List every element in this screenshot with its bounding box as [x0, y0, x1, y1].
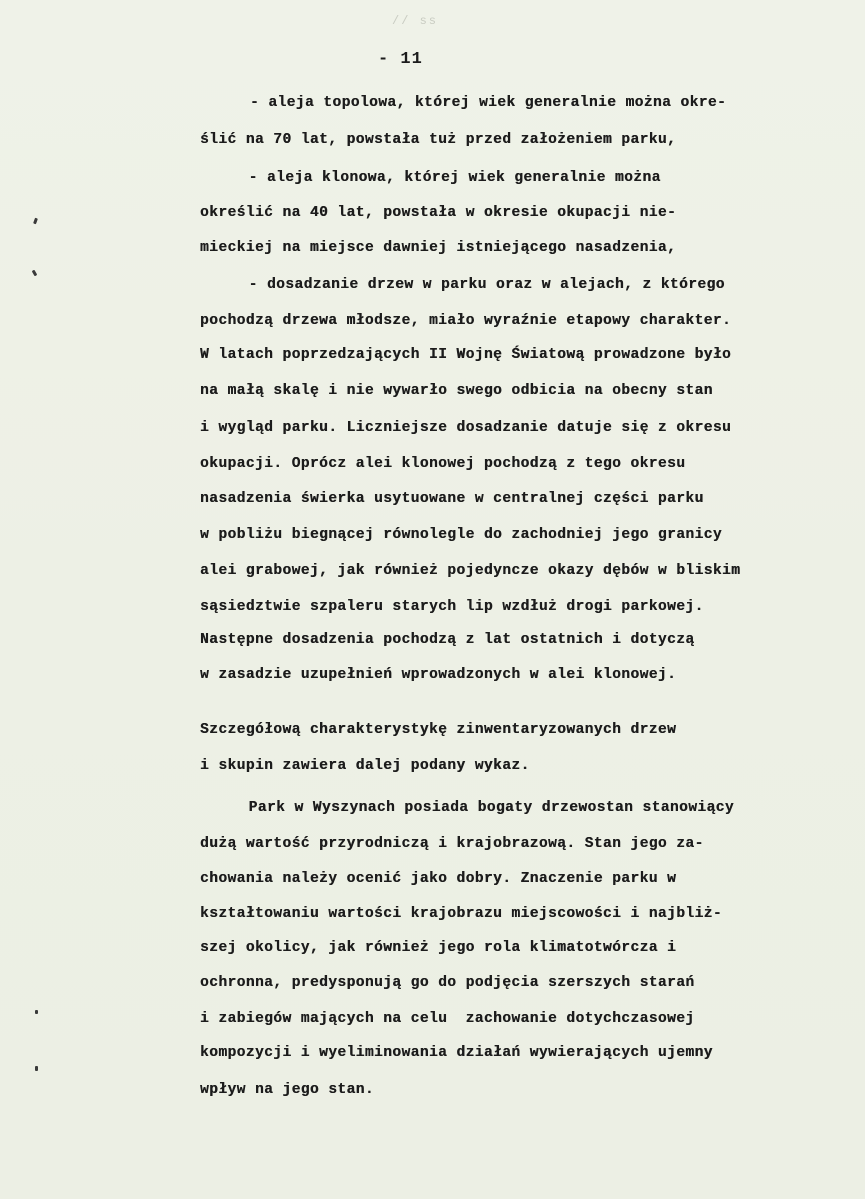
text-line: wpływ na jego stan.: [200, 1082, 374, 1098]
text-line: - aleja klonowa, której wiek generalnie można: [212, 170, 661, 186]
text-line: Szczegółową charakterystykę zinwentaryzowanych drzew: [200, 722, 677, 738]
text-line: kształtowaniu wartości krajobrazu miejscowości i najbliż-: [200, 906, 722, 922]
text-line: ochronna, predysponują go do podjęcia szerszych starań: [200, 975, 695, 991]
faint-stamp-mark: // ss: [392, 14, 439, 28]
text-line: Następne dosadzenia pochodzą z lat ostatnich i dotyczą: [200, 632, 695, 648]
text-line: w pobliżu biegnącej równolegle do zachodniej jego granicy: [200, 527, 722, 543]
margin-mark: [35, 1066, 38, 1071]
text-line: nasadzenia świerka usytuowane w centralnej części parku: [200, 491, 704, 507]
margin-mark: [35, 1010, 38, 1014]
text-line: alei grabowej, jak również pojedyncze okazy dębów w bliskim: [200, 563, 741, 579]
text-line: i skupin zawiera dalej podany wykaz.: [200, 758, 530, 774]
page-number: - 11: [378, 50, 423, 69]
text-line: Park w Wyszynach posiada bogaty drzewostan stanowiący: [212, 800, 734, 816]
text-line: sąsiedztwie szpaleru starych lip wzdłuż drogi parkowej.: [200, 599, 704, 615]
text-line: określić na 40 lat, powstała w okresie okupacji nie-: [200, 205, 677, 221]
text-line: szej okolicy, jak również jego rola klimatotwórcza i: [200, 940, 677, 956]
text-line: - aleja topolowa, której wiek generalnie można okre-: [250, 95, 727, 111]
text-line: ślić na 70 lat, powstała tuż przed założeniem parku,: [200, 132, 677, 148]
text-line: w zasadzie uzupełnień wprowadzonych w alei klonowej.: [200, 667, 677, 683]
text-line: kompozycji i wyeliminowania działań wywierających ujemny: [200, 1045, 713, 1061]
text-line: okupacji. Oprócz alei klonowej pochodzą z tego okresu: [200, 456, 686, 472]
text-line: dużą wartość przyrodniczą i krajobrazową. Stan jego za-: [200, 836, 704, 852]
margin-mark: [32, 270, 38, 277]
text-line: - dosadzanie drzew w parku oraz w alejach, z którego: [212, 277, 725, 293]
text-line: i wygląd parku. Liczniejsze dosadzanie datuje się z okresu: [200, 420, 732, 436]
text-line: mieckiej na miejsce dawniej istniejącego nasadzenia,: [200, 240, 677, 256]
text-line: W latach poprzedzających II Wojnę Światową prowadzone było: [200, 347, 732, 363]
text-line: i zabiegów mających na celu zachowanie dotychczasowej: [200, 1011, 695, 1027]
text-line: na małą skalę i nie wywarło swego odbicia na obecny stan: [200, 383, 713, 399]
text-line: chowania należy ocenić jako dobry. Znaczenie parku w: [200, 871, 677, 887]
text-line: pochodzą drzewa młodsze, miało wyraźnie etapowy charakter.: [200, 313, 732, 329]
margin-mark: [33, 218, 38, 225]
